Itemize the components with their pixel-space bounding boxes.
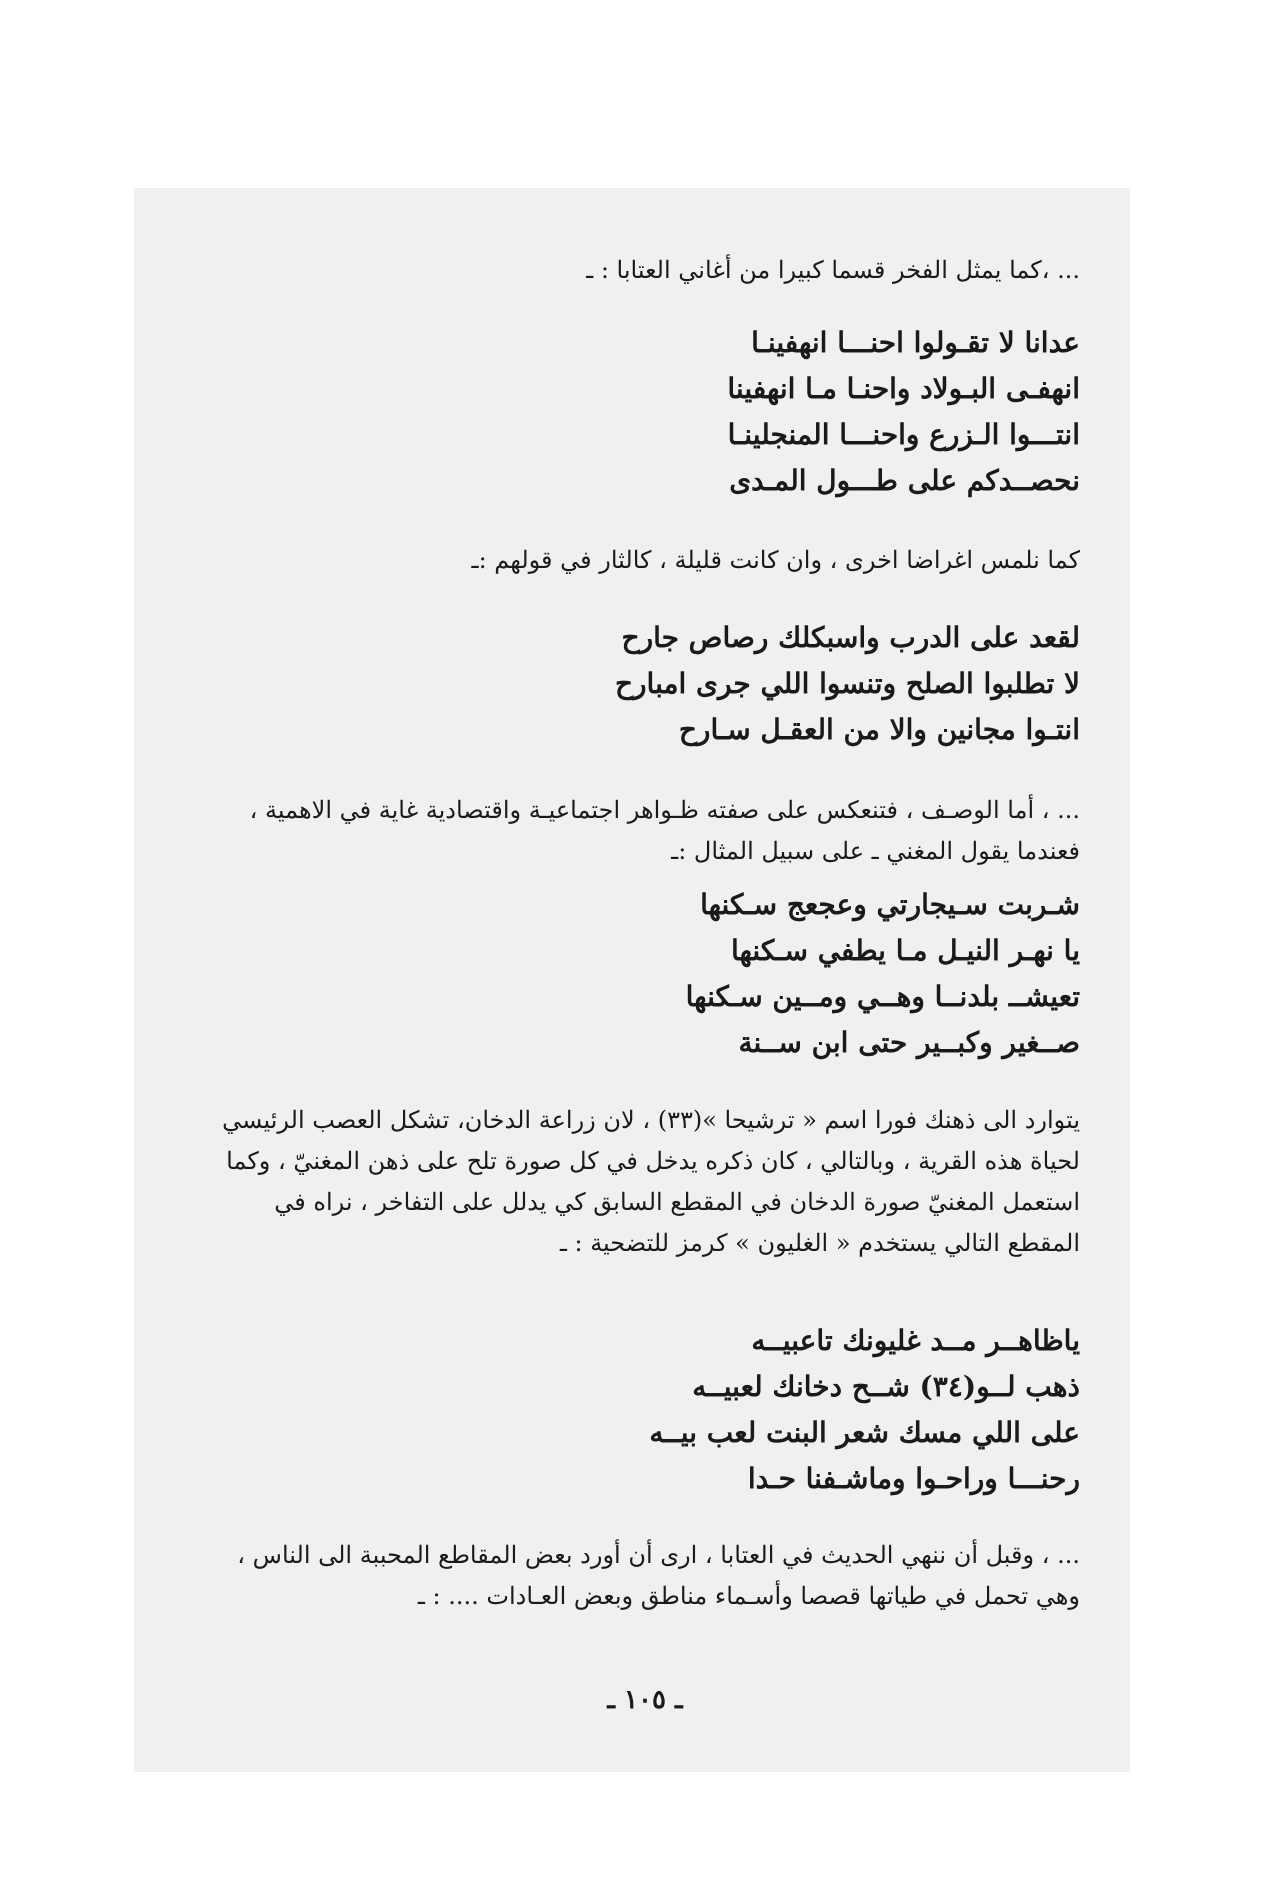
- revenge-paragraph: كما نلمس اغراضا اخرى ، وان كانت قليلة ، كالثار في قولهم :ـ: [471, 546, 1080, 574]
- verse-line: صــغير وكبــير حتى ابن ســنة: [738, 1026, 1080, 1059]
- verse-line: تعيشــ بلدنــا وهــي ومــين سـكنها: [685, 980, 1080, 1013]
- verse-block-1: [210, 320, 1080, 504]
- page-number: ـ ١٠٥ ـ: [607, 1685, 683, 1715]
- verse-line: ياظاهــر مــد غليونك تاعبيــه: [751, 1324, 1080, 1357]
- verse-line: انتـــوا الـزرع واحنـــا المنجلينـا: [727, 418, 1080, 451]
- verse-line: لا تطلبوا الصلح وتنسوا اللي جرى امبارح: [614, 667, 1080, 700]
- verse-block-4: [210, 1318, 1080, 1502]
- verse-line: انهفـى البـولاد واحنـا مـا انهفينا: [727, 372, 1080, 405]
- closing-paragraph: ... ، وقبل أن ننهي الحديث في العتابا ، ارى أن أورد بعض المقاطع المحببة الى الناس ، وهي تحمل في طياتها قصصا وأسـماء مناطق وبعض العـادات .... : ـ: [237, 1541, 1080, 1610]
- verse-line: على اللي مسك شعر البنت لعب بيــه: [649, 1416, 1080, 1449]
- verse-line: انتـوا مجانين والا من العقـل سـارح: [678, 713, 1080, 746]
- intro-paragraph: ... ،كما يمثل الفخر قسما كبيرا من أغاني العتابا : ـ: [586, 256, 1080, 284]
- tobacco-paragraph: يتوارد الى ذهنك فورا اسم « ترشيحا »(٣٣) ، لان زراعة الدخان، تشكل العصب الرئيسي لحياة هذه القرية ، وبالتالي ، كان ذكره يدخل في كل صورة تلح على ذهن المغنيّ ، وكما استعمل المغنيّ صورة الدخان في المقطع السابق كي يدلل على التفاخر ، نراه في المقطع التالي يستخدم « الغليون » كرمز للتضحية : ـ: [222, 1106, 1080, 1257]
- verse-block-3: [210, 882, 1080, 1066]
- verse-line: رحنـــا وراحـوا وماشـفنا حـدا: [747, 1462, 1080, 1495]
- verse-line: عدانا لا تقـولوا احنـــا انهفينـا: [751, 326, 1080, 359]
- verse-line: لقعد على الدرب واسبكلك رصاص جارح: [621, 621, 1080, 654]
- verse-line: ذهب لــو(٣٤) شــح دخانك لعبيــه: [692, 1370, 1080, 1403]
- description-paragraph: ... ، أما الوصـف ، فتنعكس على صفته ظـواهر اجتماعيـة واقتصادية غاية في الاهمية ، فعندما يقول المغني ـ على سبيل المثال :ـ: [249, 796, 1080, 865]
- verse-line: نحصــدكم على طـــول المـدى: [729, 464, 1080, 497]
- verse-line: يا نهـر النيـل مـا يطفي سـكنها: [730, 934, 1080, 967]
- verse-line: شـربت سـيجارتي وعجعج سـكنها: [700, 888, 1080, 921]
- verse-block-2: [210, 615, 1080, 753]
